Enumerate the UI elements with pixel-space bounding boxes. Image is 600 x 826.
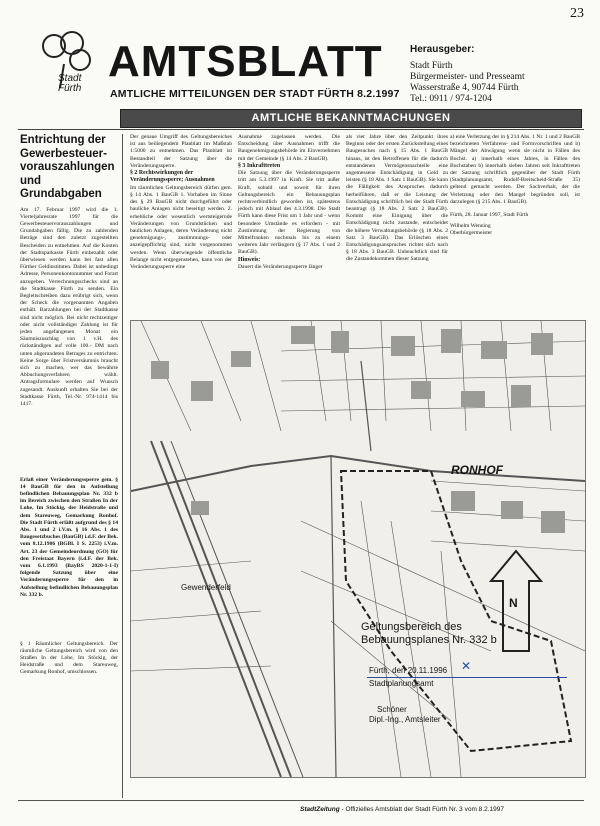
map-drawing (131, 321, 585, 777)
publisher-line: Wasserstraße 4, 90744 Fürth (410, 83, 519, 93)
text-column-4: a) eine Verletzung der in § 214 Abs. 1 Nr. 1 und 2 BauGB bezeichneten Verfahrens- und Formvorschriften und b) Mängel der Abwägung wenn sie nicht in Fällen des Buchst. a) innerhalb eines Jahres, in Fällen des Buchstaben b) innerhalb sieben Jahren seit Inkrafttreten der Satzung schriftlich gegenüber der Stadt Fürth (Stadtplanungsamt, Rudolf-Breitscheid-Straße 35) geltend gemacht werden. Der Sachverhalt, der die Verletzung oder den Mangel begründen soll, ist darzulegen (§ 215 Abs. 1 BauGB). Fürth, 28. Januar 1997, Stadt Fürth Wilhelm Wenning Oberbürgermeister (450, 134, 580, 237)
text-column-1: Der genaue Umgriff des Geltungsbereiches ist aus beiliegendem Planblatt im Maßstab 1:5000 zu entnehmen. Das Planblatt ist Bestandteil der Satzung über die Veränderungssperre. § 2 Rechtswirkungen der Veränderungssperre; Ausnahmen Im räumlichen Geltungsbereich dürfen gem. § 14 Abs. 1 BauGB 1. Vorhaben im Sinne des § 29 BauGB nicht durchgeführt oder bauliche Anlagen nicht beseitigt werden. 2. erhebliche oder wesentlich wertsteigernde Veränderungen von Grundstücken und baulichen Anlagen, deren Veränderung nicht genehmigungs-, zustimmungs- oder anzeigepflichtig sind, nicht vorgenommen werden. Wenn überwiegende öffentliche Belange nicht entgegenstehen, kann von der Veränderungssperre eine (130, 134, 232, 271)
masthead-title: AMTSBLATT (108, 37, 383, 86)
publisher-line: Stadt Fürth (410, 61, 453, 71)
plan-signer-title: Dipl.-Ing., Amtsleiter (369, 715, 441, 724)
publisher-line: Tel.: 0911 / 974-1204 (410, 94, 492, 104)
article-heading: Entrichtung der Gewerbesteuer-vorauszahlungen und Grundabgaben (20, 134, 115, 200)
text-column-2: Ausnahme zugelassen werden. Die Entscheidung über Ausnahmen trifft die Baugenehmigungsbehörde im Einvernehmen mit der Gemeinde (§ 14 Abs. 2 BauGB). § 3 Inkrafttreten Die Satzung über die Veränderungssperre tritt am 5.3.1997 in Kraft. Sie tritt außer Kraft, sobald und soweit für ihren Geltungsbereich ein Bebauungsplan rechtsverbindlich geworden ist, spätestens jedoch mit Ablauf des 4.3.1998. Die Stadt Fürth kann diese Frist um 1 Jahr und - wenn besondere Umstände es erfordern - mit Zustimmung der Regierung von Mittelfranken nochmals bis zu einem weiteren Jahr verlängern (§ 17 Abs. 1 und 2 BauGB). Hinweis: Dauert die Veränderungssperre länger (238, 134, 340, 271)
article-text: Am 17. Februar 1997 wird die 1. Vierteljahresrate 1997 für die Gewerbesteuervorauszahlungen und Grundabgaben fällig. Die zu zahlenden Beträge sind den zuletzt zugestellten Bescheiden zu entnehmen. Auf die Konten der Stadtsparkasse Fürth einbezahlt oder überwiesen werden kann bei fast allen Fürther Geldinstituten. Dabei ist unbedingt Adresse, Personenkontonummer und Forart anzugeben. Verrechnungsschecks sind an die Stadtkasse Fürth zu senden. Ein Begleitschreiben dazu erübrigt sich, wenn der Scheck die vorgenannten Angaben enthält. Barzahlungen bei der Stadtkasse sind nicht möglich. Bei nicht rechtzeitiger oder nicht vollständiger Zahlung ist für jeden angefangenen Monat ein Säumniszuschlag von 1 v.H. des rückständigen auf volle 100.- DM nach unten abgerundeten Betrages zu entrichten. Keine Sorge über Fristversäumnis braucht sich zu machen, wer das bewährte Abbuchungsverfahren wählt. Antragsformulare werden auf Wunsch zugesandt. Auskunft erhalten Sie bei der Stadtkasse Fürth, Tel.-Nr. 974-1414 bis 1417. (20, 206, 118, 407)
sign-title: Oberbürgermeister (450, 230, 493, 237)
signature-line (367, 677, 567, 678)
logo-text: Stadt Fürth (58, 73, 82, 94)
footer-caption: - Offizielles Amtsblatt der Stadt Fürth Nr. 3 vom 8.2.1997 (339, 806, 504, 813)
zoning-map (130, 320, 586, 778)
left-column (20, 134, 118, 705)
plan-office: Stadtplanungsamt (369, 679, 434, 688)
sign-name: Wilhelm Wenning (450, 223, 491, 230)
text-column-3: als vier Jahre über den Zeitpunkt ihres Beginns oder der ersten Zurückstellung eines Baugesuches nach § 15 Abs. 1 BauGB hinaus, ist den Betroffenen für die dadurch entstandenen Vermögensnachteile eine angemessene Entschädigung in Geld zu leisten (§ 18 Abs. 1 Satz 1 BauGB). Sie kann die Fälligkeit des Anspruches dadurch herbeiführen, daß er die Leistung der Entschädigung schriftlich bei der Stadt Fürth beantragt (§ 18 Abs. 2 Satz 2 BauGB). Kommt eine Einigung über die Entschädigung nicht zustande, entscheidet die höhere Verwaltungsbehörde (§ 18 Abs. 2 Satz 3 BauGB). Das Erlöschen eines Entschädigungsanspruches richtet sich nach § 18 Abs. 3 BauGB. Unbeachtlich sind für die Zustandekommen dieser Satzung (346, 134, 448, 263)
masthead-subtitle: AMTLICHE MITTEILUNGEN DER STADT FÜRTH 8.2.1997 (110, 88, 400, 100)
column-divider (122, 134, 123, 798)
article-text-3: § 1 Räumlicher Geltungsbereich. Der räumliche Geltungsbereich wird von den Straßen In der Lohe, Im Stöckig, der Heidstraße und dem Stareuweg, Gemarkung Ronhof, umschlossen. (20, 640, 118, 676)
scope-title: Geltungsbereich des Bebauungsplanes Nr. 332 b (361, 621, 497, 646)
footer-text (300, 806, 504, 813)
map-label-field: Gewenderfeld (181, 583, 231, 592)
plan-date: Fürth, den 20.11.1996 (369, 666, 448, 675)
sign-date: Fürth, 28. Januar 1997, Stadt Fürth (450, 212, 529, 219)
publisher-heading: Herausgeber: (410, 44, 475, 55)
article-text-2: Erlaß einer Veränderungssperre gem. § 14 BauGB für den in Aufstellung befindlichen Bebauungsplan Nr. 332 b im Bereich zwischen den Straßen In der Lohe, Im Stöckig, der Heidstraße und dem Stareuweg, Gemarkung Ronhof. Die Stadt Fürth erläßt aufgrund des § 14 Abs. 1 und 2 i.V.m. § 16 Abs. 1 des Baugesetzbuches (BauGB) i.d.F. der Bek. vom 8.12.1986 (BGBl. I S. 2253) i.V.m. Art. 23 der Gemeindeordnung (GO) für den Freistaat Bayern (i.d.F. der Bek. vom 6.1.1993 (BayRS 2020-1-1-I) folgende Satzung über eine Veränderungssperre für den in Aufstellung befindlichen Bebauungsplan Nr. 332 b. (20, 476, 118, 598)
page-number: 23 (570, 6, 584, 21)
section-band: AMTLICHE BEKANNTMACHUNGEN (120, 109, 582, 128)
north-letter: N (509, 596, 518, 610)
plan-signer: Schöner (377, 705, 407, 714)
footer-brand: StadtZeitung (300, 806, 340, 813)
signature-mark: ✕ (461, 659, 472, 673)
footer-divider (18, 800, 584, 801)
publisher-box (410, 44, 590, 105)
map-label-ronhof: RONHOF (451, 463, 503, 477)
publisher-line: Bürgermeister- und Presseamt (410, 72, 525, 82)
divider (18, 129, 584, 130)
